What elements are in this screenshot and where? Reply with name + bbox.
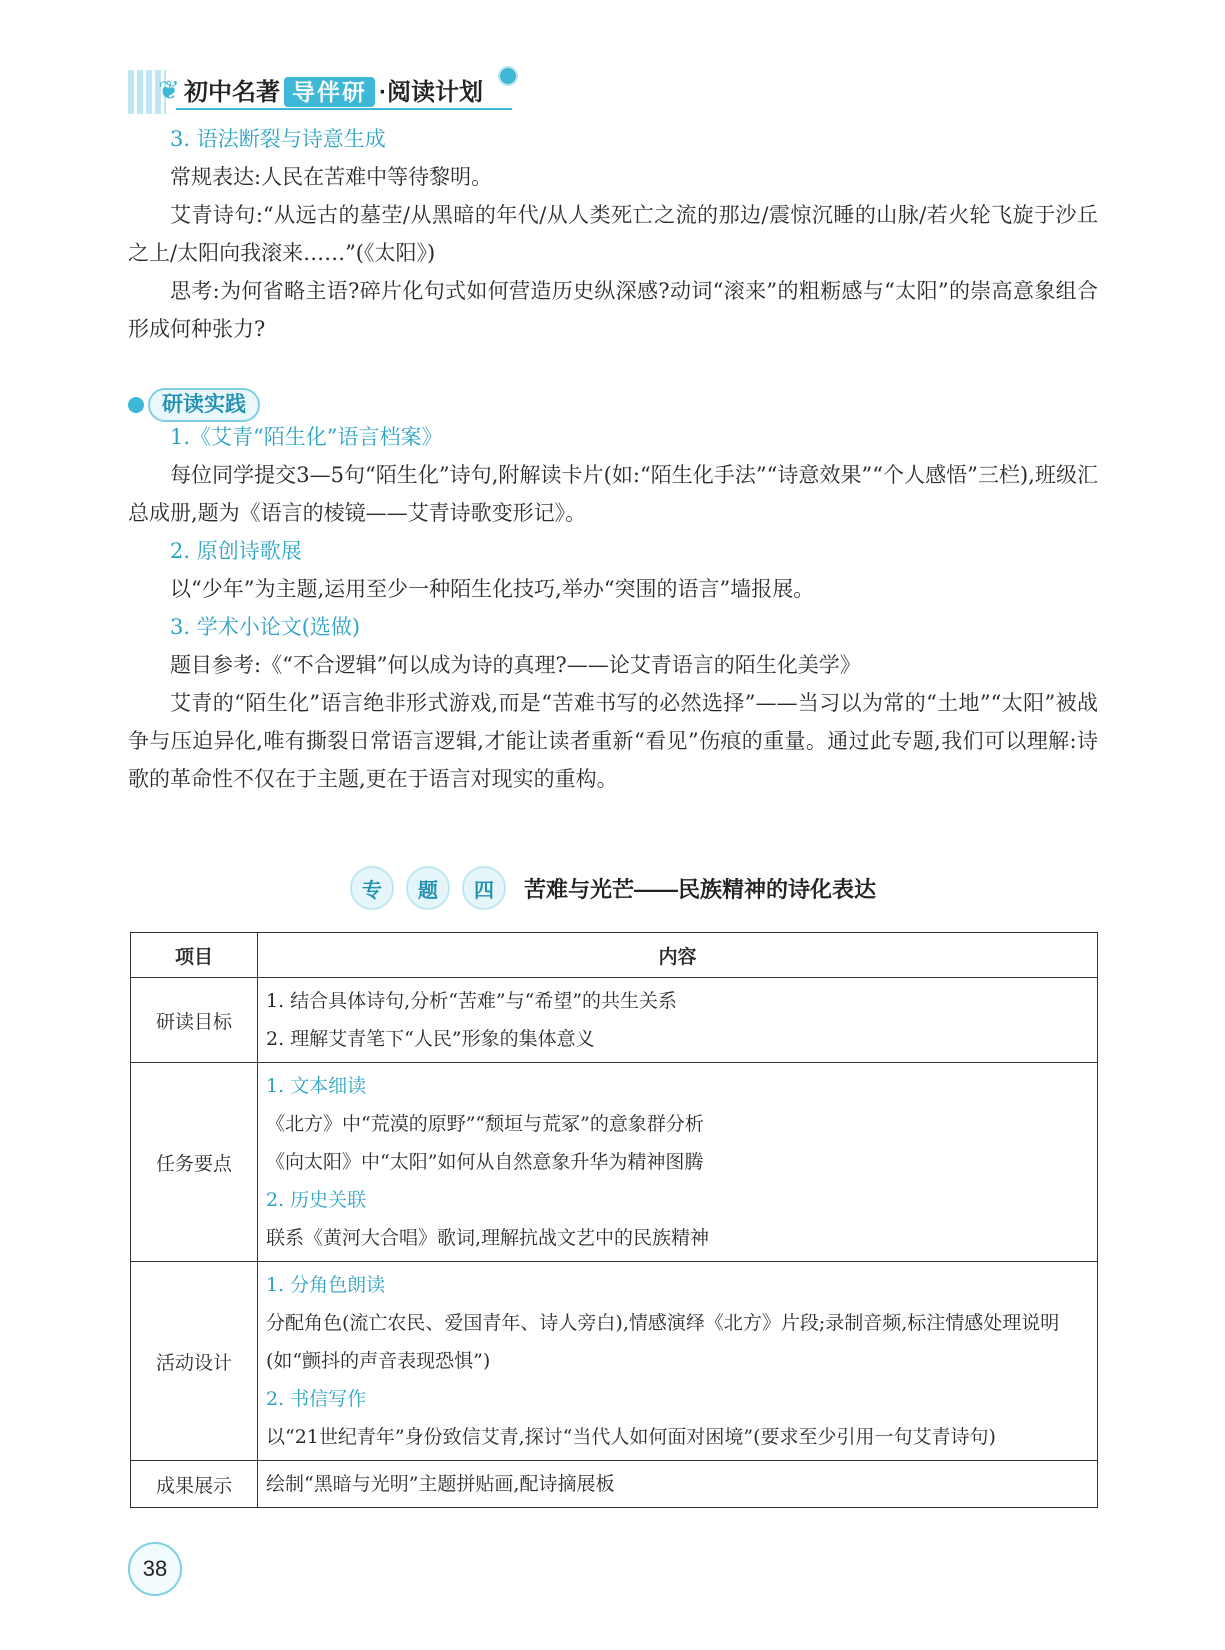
paragraph: 每位同学提交3—5句“陌生化”诗句,附解读卡片(如:“陌生化手法”“诗意效果”“个人感悟”三栏),班级汇总成册,题为《语言的棱镜——艾青诗歌变形记》。	[128, 463, 1098, 525]
row-label: 活动设计	[131, 1262, 258, 1461]
paragraph: 艾青的“陌生化”语言绝非形式游戏,而是“苦难书写的必然选择”——当习以为常的“土地”“太阳”被战争与压迫异化,唯有撕裂日常语言逻辑,才能让读者重新“看见”伤痕的重量。通过此专题,我们可以理解:诗歌的革命性不仅在于主题,更在于语言对现实的重构。	[128, 691, 1098, 791]
topic-chip: 题	[406, 866, 450, 910]
row-content	[258, 1262, 1098, 1461]
section-heading: 3. 语法断裂与诗意生成	[170, 127, 386, 151]
practice-tag: 研读实践	[148, 388, 260, 422]
topic-chip: 四	[462, 866, 506, 910]
paragraph: 艾青诗句:“从远古的墓茔/从黑暗的年代/从人类死亡之流的那边/震惊沉睡的山脉/若火轮飞旋于沙丘之上/太阳向我滚来……”(《太阳》)	[128, 203, 1098, 265]
header-sep: ·	[379, 79, 387, 106]
paragraph: 以“少年”为主题,运用至少一种陌生化技巧,举办“突围的语言”墙报展。	[170, 577, 815, 601]
column-header-content: 内容	[258, 933, 1098, 978]
row-content	[258, 1063, 1098, 1262]
row-label: 任务要点	[131, 1063, 258, 1262]
bubble-icon	[128, 397, 144, 413]
section-grammar-break	[128, 120, 1098, 348]
page-number: 38	[128, 1542, 182, 1596]
row-line: 绘制“黑暗与光明”主题拼贴画,配诗摘展板	[266, 1473, 615, 1495]
topic-heading	[350, 868, 876, 908]
row-line: 1. 结合具体诗句,分析“苦难”与“希望”的共生关系	[266, 990, 678, 1012]
topic-chip: 专	[350, 866, 394, 910]
row-subheading: 1. 分角色朗读	[266, 1274, 386, 1296]
table-row	[131, 1461, 1098, 1508]
row-line: 联系《黄河大合唱》歌词,理解抗战文艺中的民族精神	[266, 1227, 710, 1249]
topic-title: 苦难与光芒——民族精神的诗化表达	[524, 876, 877, 902]
header-plan: 阅读计划	[387, 79, 483, 106]
practice-label	[128, 388, 260, 422]
row-line: 2. 理解艾青笔下“人民”形象的集体意义	[266, 1028, 595, 1050]
practice-heading-3: 3. 学术小论文(选做)	[170, 615, 361, 639]
topic-table	[130, 932, 1098, 1508]
row-subheading: 2. 书信写作	[266, 1388, 367, 1410]
paragraph: 常规表达:人民在苦难中等待黎明。	[170, 165, 493, 189]
paragraph: 题目参考:《“不合逻辑”何以成为诗的真理?——论艾青语言的陌生化美学》	[170, 653, 861, 677]
header-badge: 导伴研	[284, 77, 375, 107]
practice-heading-1: 1.《艾青“陌生化”语言档案》	[170, 425, 443, 449]
paragraph: 思考:为何省略主语?碎片化句式如何营造历史纵深感?动词“滚来”的粗粝感与“太阳”的崇高意象组合形成何种张力?	[128, 279, 1098, 341]
table-header-row	[131, 933, 1098, 978]
header-title	[184, 77, 483, 108]
row-content	[258, 978, 1098, 1063]
row-content	[258, 1461, 1098, 1508]
table-row	[131, 1063, 1098, 1262]
practice-content	[128, 418, 1098, 798]
header-series: 初中名著	[184, 79, 280, 106]
leaf-icon: ❦	[158, 76, 180, 106]
row-line: 以“21世纪青年”身份致信艾青,探讨“当代人如何面对困境”(要求至少引用一句艾青诗句)	[266, 1426, 996, 1448]
header-dot-decoration	[498, 66, 518, 86]
row-line: 分配角色(流亡农民、爱国青年、诗人旁白),情感演绎《北方》片段;录制音频,标注情感处理说明(如“颤抖的声音表现恐惧”)	[266, 1312, 1060, 1372]
table-row	[131, 978, 1098, 1063]
row-line: 《向太阳》中“太阳”如何从自然意象升华为精神图腾	[266, 1151, 704, 1173]
row-line: 《北方》中“荒漠的原野”“颓垣与荒冢”的意象群分析	[266, 1113, 704, 1135]
row-label: 成果展示	[131, 1461, 258, 1508]
row-subheading: 2. 历史关联	[266, 1189, 367, 1211]
table-row	[131, 1262, 1098, 1461]
header-underline	[176, 108, 512, 110]
practice-heading-2: 2. 原创诗歌展	[170, 539, 302, 563]
row-label: 研读目标	[131, 978, 258, 1063]
column-header-item: 项目	[131, 933, 258, 978]
row-subheading: 1. 文本细读	[266, 1075, 367, 1097]
page-header	[128, 66, 558, 118]
